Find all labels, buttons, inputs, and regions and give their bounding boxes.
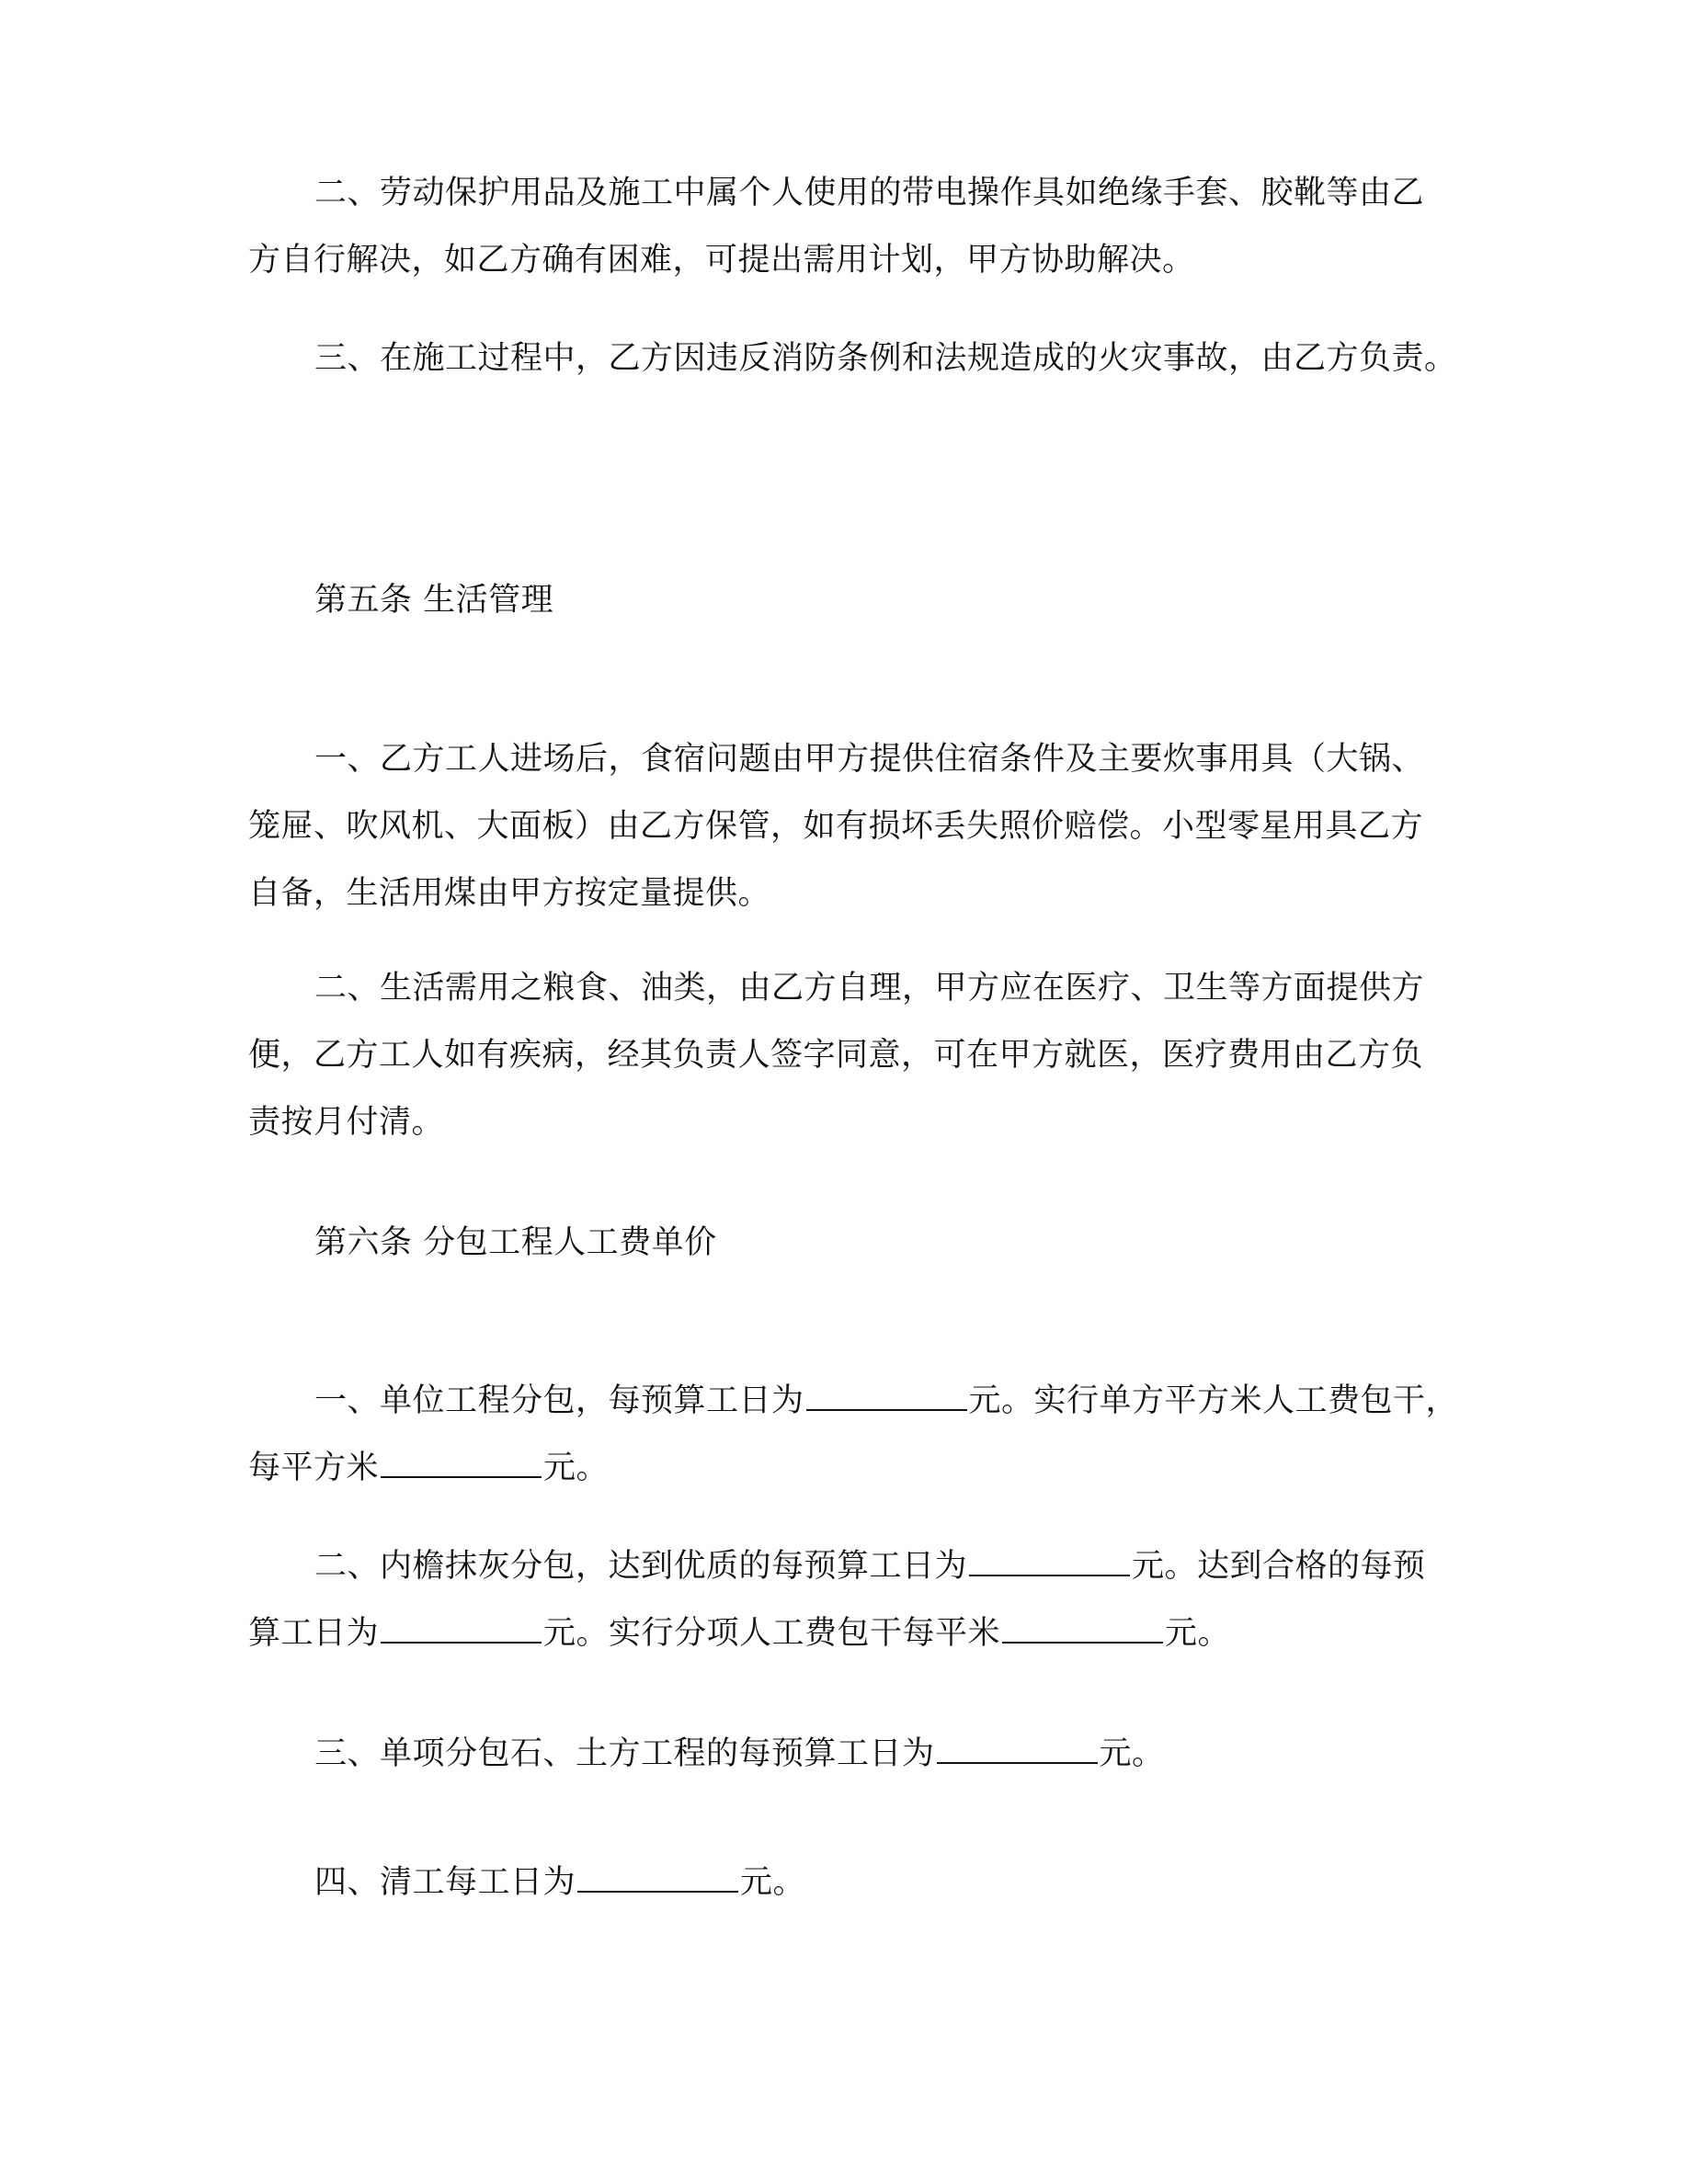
paragraph-earthwork-subcontract	[248, 1721, 1443, 1788]
text-line: 一、乙方工人进场后，食宿问题由甲方提供住宿条件及主要炊事用具（大锅、	[314, 741, 1425, 778]
text-line: 二、生活需用之粮食、油类，由乙方自理，甲方应在医疗、卫生等方面提供方	[314, 970, 1425, 1007]
fill-in-blank[interactable]	[1002, 1610, 1163, 1644]
text-segment: 元。实行单方平方米人工费包干，	[968, 1382, 1459, 1419]
text-line: 责按月付清。	[248, 1104, 445, 1141]
text-line	[248, 1600, 1443, 1667]
text-segment: 元。	[740, 1864, 806, 1901]
heading-article-5	[248, 567, 1443, 634]
fill-in-blank[interactable]	[381, 1610, 542, 1644]
text-line	[248, 1849, 1443, 1917]
fill-in-blank[interactable]	[806, 1378, 967, 1411]
text-line	[248, 1721, 1443, 1788]
text-segment: 一、单位工程分包，每预算工日为	[314, 1382, 804, 1419]
fill-in-blank[interactable]	[969, 1543, 1130, 1576]
text-line	[248, 1435, 1443, 1502]
paragraph-protective-equipment	[248, 160, 1443, 294]
fill-in-blank[interactable]	[937, 1731, 1098, 1764]
text-segment: 四、清工每工日为	[314, 1864, 576, 1901]
text-segment: 元。实行分项人工费包干每平米	[543, 1615, 1001, 1652]
text-segment: 算工日为	[248, 1615, 380, 1652]
fill-in-blank[interactable]	[381, 1445, 542, 1478]
text-segment: 二、内檐抹灰分包，达到优质的每预算工日为	[314, 1548, 968, 1585]
paragraph-fire-liability	[248, 325, 1457, 392]
text-segment: 元。	[543, 1450, 610, 1486]
text-line	[248, 1368, 1459, 1435]
section-heading: 第五条 生活管理	[314, 582, 554, 619]
text-line: 二、劳动保护用品及施工中属个人使用的带电操作具如绝缘手套、胶靴等由乙	[314, 175, 1425, 211]
text-segment: 元。	[1099, 1735, 1165, 1772]
fill-in-blank[interactable]	[577, 1860, 738, 1893]
text-segment: 元。达到合格的每预	[1132, 1548, 1426, 1585]
text-line: 三、在施工过程中，乙方因违反消防条例和法规造成的火灾事故，由乙方负责。	[314, 340, 1457, 377]
text-segment: 每平方米	[248, 1450, 380, 1486]
paragraph-unit-subcontract	[248, 1368, 1459, 1502]
paragraph-cleaning-work	[248, 1849, 1443, 1917]
text-segment: 元。	[1165, 1615, 1231, 1652]
text-segment: 三、单项分包石、土方工程的每预算工日为	[314, 1735, 935, 1772]
text-line: 自备，生活用煤由甲方按定量提供。	[248, 875, 771, 912]
section-heading: 第六条 分包工程人工费单价	[314, 1224, 717, 1261]
text-line	[248, 1533, 1443, 1600]
text-line: 便，乙方工人如有疾病，经其负责人签字同意，可在甲方就医，医疗费用由乙方负	[248, 1037, 1424, 1074]
paragraph-plastering-subcontract	[248, 1533, 1443, 1667]
text-line: 方自行解决，如乙方确有困难，可提出需用计划，甲方协助解决。	[248, 242, 1195, 279]
paragraph-lodging	[248, 726, 1443, 927]
text-line: 笼屉、吹风机、大面板）由乙方保管，如有损坏丢失照价赔偿。小型零星用具乙方	[248, 808, 1424, 845]
heading-article-6	[248, 1210, 1443, 1277]
paragraph-living-needs	[248, 955, 1443, 1156]
